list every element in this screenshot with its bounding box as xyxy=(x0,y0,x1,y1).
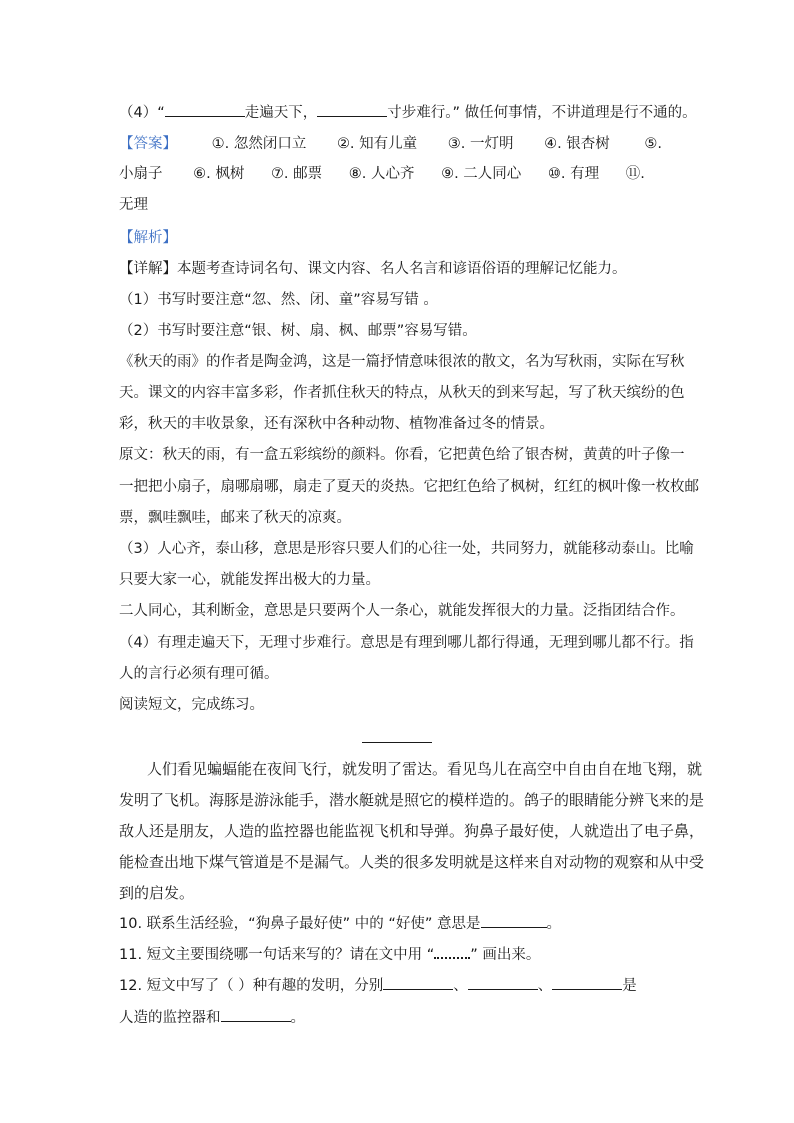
passage-line: 敌人还是朋友，人造的监控器也能监视飞机和导弹。狗鼻子最好使，人就造出了电子鼻， xyxy=(119,822,705,840)
answer-line-1 xyxy=(119,133,662,155)
passage-line: 人们看见蝙蝠能在夜间飞行，就发明了雷达。看见鸟儿在高空中自由自在地飞翔，就 xyxy=(147,760,703,778)
answer-item: ⑪. xyxy=(625,166,645,182)
answer-blank[interactable] xyxy=(481,913,547,928)
q11-text: 11. 短文主要围绕哪一句话来写的？请在文中用 “ xyxy=(119,947,435,963)
blank xyxy=(165,102,245,117)
q12-line2-suffix: 。 xyxy=(290,1010,305,1026)
answer-blank[interactable] xyxy=(468,975,538,990)
answer-item: ⑥. 枫树 xyxy=(193,166,245,182)
answer-blank[interactable] xyxy=(383,975,453,990)
answer-item: ②. 知有儿童 xyxy=(336,136,418,152)
paragraph-line: 原文：秋天的雨，有一盒五彩缤纷的颜料。你看，它把黄色给了银杏树，黄黄的叶子像一 xyxy=(119,447,685,463)
analysis-tag: 【解析】 xyxy=(119,230,177,246)
question-12 xyxy=(119,975,637,997)
answer-blank[interactable] xyxy=(221,1007,291,1022)
paragraph-line: （4）有理走遍天下，无理寸步难行。意思是有理到哪儿都行得通，无理到哪儿都不行。指 xyxy=(119,635,694,651)
answer-tag: 【答案】 xyxy=(119,136,177,152)
q4-mid1: 走遍天下， xyxy=(244,105,318,121)
paragraph-line: 彩，秋天的丰收景象，还有深秋中各种动物、植物准备过冬的情景。 xyxy=(119,416,554,432)
question-11 xyxy=(119,944,540,966)
passage-title-blank xyxy=(362,742,432,743)
instruction-line: 阅读短文，完成练习。 xyxy=(119,697,264,713)
q12-text: 12. 短文中写了（ ）种有趣的发明，分别 xyxy=(119,978,384,994)
q12-suffix: 是 xyxy=(622,978,637,994)
answer-item: ⑧. 人心齐 xyxy=(348,166,415,182)
q12-line2-text: 人造的监控器和 xyxy=(119,1010,221,1026)
answer-item: ④. 银杏树 xyxy=(544,136,610,152)
answer-line-3: 无理 xyxy=(119,197,148,213)
q10-suffix: 。 xyxy=(546,916,562,932)
paragraph-line: 二人同心，其利断金，意思是只要两个人一条心，就能发挥很大的力量。泛指团结合作。 xyxy=(119,603,685,619)
paragraph-line: 票，飘哇飘哇，邮来了秋天的凉爽。 xyxy=(119,510,351,526)
q4-prefix: （4）“ xyxy=(119,105,165,121)
question-12-line-2 xyxy=(119,1007,305,1029)
q10-text: 10. 联系生活经验，“狗鼻子最好使” 中的 “好使” 意思是 xyxy=(119,916,481,932)
wavy-line-icon xyxy=(434,947,470,959)
answer-blank[interactable] xyxy=(552,975,622,990)
note-2: （2）书写时要注意“银、树、扇、枫、邮票”容易写错。 xyxy=(119,323,477,339)
answer-item: ③. 一灯明 xyxy=(447,136,514,152)
answer-item: ⑩. 有理 xyxy=(547,166,600,182)
answer-item: ⑦. 邮票 xyxy=(270,166,323,182)
answer-item: ①. 忽然闭口立 xyxy=(211,136,307,152)
paragraph-line: （3）人心齐，泰山移，意思是形容只要人们的心往一处，共同努力，就能移动泰山。比喻 xyxy=(119,541,694,557)
paragraph-line: 人的言行必须有理可循。 xyxy=(119,666,279,682)
answer-item: ⑤. xyxy=(644,136,663,152)
paragraph-line: 《秋天的雨》的作者是陶金鸿，这是一篇抒情意味很浓的散文，名为写秋雨，实际在写秋 xyxy=(119,354,685,370)
note-1: （1）书写时要注意“忽、然、闭、童”容易写错 。 xyxy=(119,292,438,308)
q4-mid2: 寸步难行。” 做任何事情，不讲道理是行不通的。 xyxy=(387,105,697,121)
answer-item: ⑨. 二人同心 xyxy=(441,166,522,182)
blank xyxy=(317,102,387,117)
q11-suffix: ” 画出来。 xyxy=(470,947,541,963)
q12-sep: 、 xyxy=(537,978,553,994)
q12-sep: 、 xyxy=(453,978,468,994)
question-10 xyxy=(119,913,561,935)
passage-line: 能检查出地下煤气管道是不是漏气。人类的很多发明就是这样来自对动物的观察和从中受 xyxy=(119,853,705,871)
answer-line-2 xyxy=(119,163,645,185)
passage-line: 到的启发。 xyxy=(119,884,195,902)
paragraph-line: 只要大家一心，就能发挥出极大的力量。 xyxy=(119,572,380,588)
passage-line: 发明了飞机。海豚是游泳能手，潜水艇就是照它的模样造的。鸽子的眼睛能分辨飞来的是 xyxy=(119,791,705,809)
paragraph-line: 天。课文的内容丰富多彩，作者抓住秋天的特点，从秋天的到来写起，写了秋天缤纷的色 xyxy=(119,385,685,401)
q4-line xyxy=(119,102,697,124)
paragraph-line: 一把把小扇子，扇哪扇哪，扇走了夏天的炎热。它把红色给了枫树，红红的枫叶像一枚枚邮 xyxy=(119,479,699,495)
answer-item: 小扇子 xyxy=(119,166,163,182)
detail-line: 【详解】本题考查诗词名句、课文内容、名人名言和谚语俗语的理解记忆能力。 xyxy=(119,261,627,277)
